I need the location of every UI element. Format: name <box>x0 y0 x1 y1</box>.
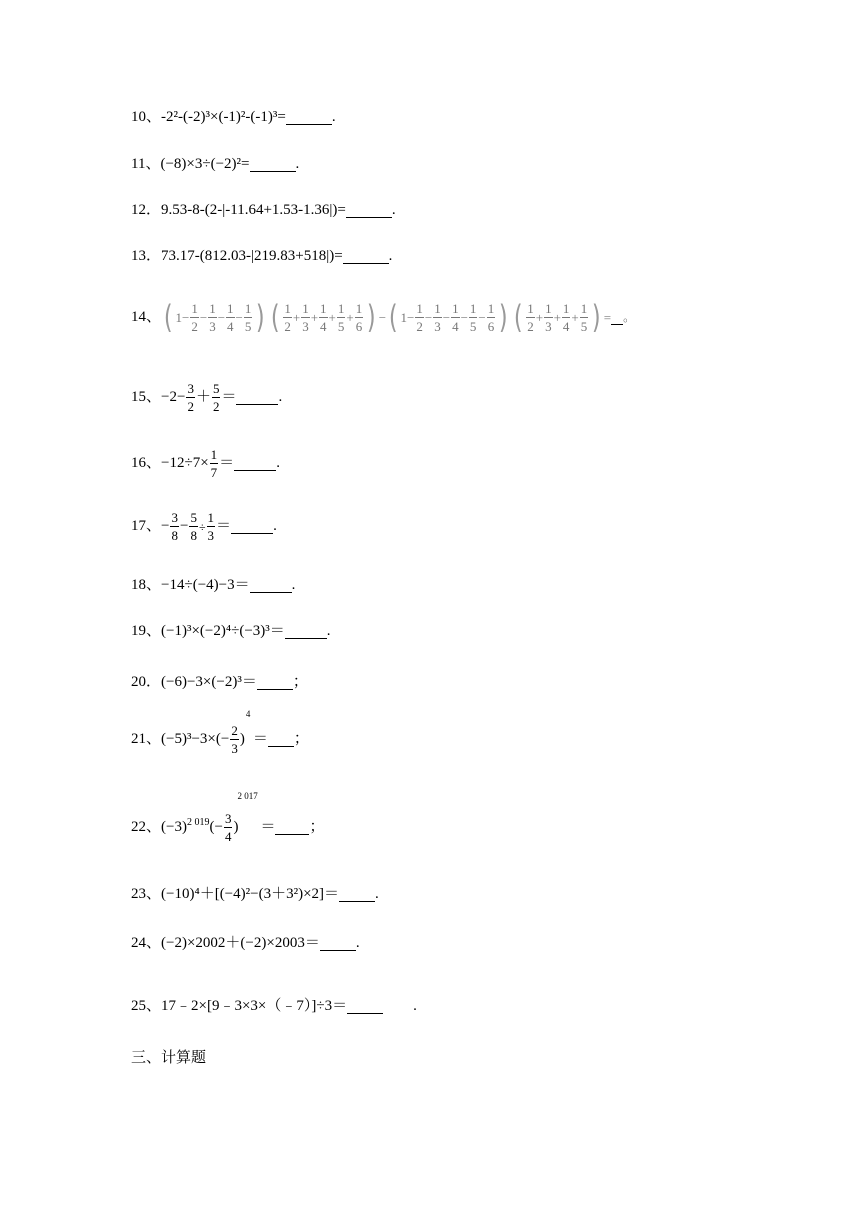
plus-sign: + <box>328 309 336 325</box>
power-group <box>239 709 251 747</box>
question-end: . <box>391 202 396 218</box>
number-one: 1 <box>175 309 182 325</box>
denominator: 3 <box>434 318 441 334</box>
question-10 <box>131 110 336 125</box>
fraction <box>580 302 589 333</box>
expr-part: (−3) <box>161 819 187 835</box>
denominator: 3 <box>545 318 552 334</box>
equals-sign: ＝ <box>219 455 235 471</box>
question-end: . <box>295 156 300 172</box>
numerator: 1 <box>209 300 216 316</box>
plus-sign: + <box>571 309 579 325</box>
answer-blank[interactable] <box>250 157 296 172</box>
denominator: 3 <box>207 528 215 543</box>
fraction <box>207 511 216 542</box>
exponent: 2 017 <box>237 791 258 801</box>
numerator: 1 <box>416 300 423 316</box>
question-expression: (−10)⁴＋[(−4)²−(3＋3²)×2]＝ <box>161 886 340 902</box>
question-number: 18、 <box>131 577 162 593</box>
exponent: 4 <box>245 709 251 719</box>
question-14 <box>131 298 636 336</box>
question-end: . <box>331 109 336 125</box>
question-expression: 73.17-(812.03-|219.83+518|)= <box>161 248 343 264</box>
numerator: 5 <box>190 510 197 525</box>
question-22 <box>131 791 325 844</box>
question-number: 14、 <box>131 308 162 325</box>
minus-sign: − <box>182 309 190 325</box>
fraction <box>189 511 198 542</box>
minus-sign: − <box>460 309 468 325</box>
answer-blank[interactable] <box>275 820 309 835</box>
denominator: 3 <box>209 318 216 334</box>
answer-blank[interactable] <box>257 675 293 690</box>
answer-blank[interactable] <box>285 624 327 639</box>
answer-blank[interactable] <box>347 999 383 1014</box>
question-expression-image <box>161 298 612 336</box>
answer-blank[interactable] <box>343 249 389 264</box>
minus-sign: − <box>199 309 208 325</box>
equals-sign: ＝ <box>216 518 232 534</box>
question-number: 15、 <box>131 389 162 405</box>
denominator: 4 <box>224 829 232 844</box>
equals-sign: ＝ <box>260 819 276 835</box>
minus-sign: − <box>407 309 415 325</box>
plus-sign: + <box>553 309 561 325</box>
fraction <box>230 724 239 755</box>
question-19 <box>131 624 331 639</box>
numerator: 3 <box>224 811 232 826</box>
right-paren: ) <box>239 731 245 747</box>
denominator: 4 <box>562 318 570 334</box>
fraction <box>355 302 364 333</box>
fraction <box>319 302 328 333</box>
denominator: 2 <box>527 318 534 334</box>
numerator: 1 <box>337 300 345 316</box>
numerator: 1 <box>244 300 252 316</box>
left-paren: ( <box>270 298 280 336</box>
numerator: 1 <box>434 300 441 316</box>
numerator: 1 <box>580 300 588 316</box>
numerator: 1 <box>527 300 534 316</box>
fraction <box>226 302 235 333</box>
equals-sign: = <box>603 309 612 325</box>
denominator: 7 <box>210 465 218 480</box>
denominator: 6 <box>487 318 495 334</box>
denominator: 4 <box>320 318 327 334</box>
fraction <box>469 302 478 333</box>
number-one: 1 <box>400 309 408 325</box>
denominator: 2 <box>212 399 220 414</box>
left-paren: ( <box>163 298 173 336</box>
question-20 <box>131 675 308 690</box>
power-group <box>233 791 258 835</box>
right-paren: ) <box>367 298 376 336</box>
fraction <box>415 302 424 333</box>
denominator: 4 <box>452 318 459 334</box>
question-expression: 9.53-8-(2-|-11.64+1.53-1.36|)= <box>161 202 346 218</box>
question-13 <box>131 249 392 264</box>
answer-blank[interactable] <box>236 390 278 405</box>
fraction <box>487 302 496 333</box>
numerator: 1 <box>191 300 198 316</box>
question-end: . <box>388 248 393 264</box>
question-21 <box>131 709 309 756</box>
question-23 <box>131 887 379 902</box>
fraction <box>301 302 310 333</box>
minus-sign: − <box>478 309 486 325</box>
question-15 <box>131 382 282 413</box>
answer-blank[interactable] <box>346 203 392 218</box>
question-11 <box>131 157 299 172</box>
fraction <box>526 302 535 333</box>
numerator: 3 <box>187 381 194 396</box>
minus-sign: − <box>442 309 451 325</box>
question-number: 22、 <box>131 819 162 835</box>
numerator: 1 <box>469 300 477 316</box>
question-end: ； <box>309 819 325 835</box>
question-number: 11、 <box>131 156 161 172</box>
question-end: . <box>276 455 280 471</box>
question-number: 20． <box>131 674 162 690</box>
fraction <box>224 812 233 843</box>
numerator: 1 <box>227 300 234 316</box>
numerator: 1 <box>487 300 495 316</box>
question-end: ； <box>293 731 309 747</box>
denominator: 8 <box>190 528 197 543</box>
question-number: 19、 <box>131 623 162 639</box>
minus-sign: − <box>424 309 433 325</box>
answer-blank[interactable] <box>234 456 276 471</box>
question-end: . <box>326 623 331 639</box>
numerator: 1 <box>452 300 459 316</box>
fraction <box>244 302 253 333</box>
question-end: . <box>291 577 296 593</box>
question-number: 23、 <box>131 886 162 902</box>
fraction <box>190 302 199 333</box>
question-expression: (−1)³×(−2)⁴÷(−3)³＝ <box>161 623 285 639</box>
exponent: 2 019 <box>186 816 210 828</box>
plus-sign: + <box>292 309 301 325</box>
section-title: 三、计算题 <box>131 1050 207 1066</box>
numerator: 1 <box>210 447 218 462</box>
right-paren: ) <box>499 298 508 336</box>
question-number: 21、 <box>131 731 162 747</box>
minus-sign: − <box>235 309 243 325</box>
question-expression: (−6)−3×(−2)³＝ <box>161 674 257 690</box>
denominator: 2 <box>284 318 291 334</box>
question-18 <box>131 578 295 593</box>
fraction <box>433 302 442 333</box>
numerator: 1 <box>284 300 291 316</box>
denominator: 8 <box>171 528 178 543</box>
numerator: 5 <box>212 381 220 396</box>
denominator: 5 <box>244 318 252 334</box>
minus-sign: − <box>161 518 170 534</box>
fraction <box>283 302 292 333</box>
denominator: 3 <box>302 318 309 334</box>
question-end: . <box>355 935 360 951</box>
expr-part: (− <box>209 819 223 835</box>
right-paren: ) <box>256 298 265 336</box>
minus-sign: − <box>378 309 387 325</box>
divide-sign: ÷ <box>198 519 206 534</box>
minus-sign: − <box>217 309 226 325</box>
question-end: . <box>278 389 283 405</box>
question-number: 12． <box>131 202 162 218</box>
question-17 <box>131 511 277 542</box>
answer-blank[interactable] <box>286 110 332 125</box>
denominator: 2 <box>187 399 194 414</box>
question-16 <box>131 448 280 479</box>
plus-sign: ＋ <box>195 389 211 405</box>
numerator: 3 <box>171 510 178 525</box>
question-expression: -2²-(-2)³×(-1)²-(-1)³= <box>161 109 286 125</box>
fraction <box>170 511 179 542</box>
expr-part: (−5)³−3×(− <box>161 731 230 747</box>
denominator: 3 <box>231 741 238 756</box>
fraction <box>210 448 219 479</box>
question-12 <box>131 203 396 218</box>
question-expression: (−8)×3÷(−2)²= <box>160 156 250 172</box>
equals-sign: ＝ <box>252 731 268 747</box>
numerator: 1 <box>207 510 215 525</box>
fraction <box>544 302 553 333</box>
left-paren: ( <box>388 298 398 336</box>
plus-sign: + <box>310 309 319 325</box>
right-paren: ) <box>233 819 239 835</box>
fraction <box>208 302 217 333</box>
question-expression: (−2)×2002＋(−2)×2003＝ <box>161 935 320 951</box>
expr-part: −12÷7× <box>161 455 209 471</box>
expr-part: −2− <box>161 389 186 405</box>
question-25 <box>131 999 417 1014</box>
equals-sign: ＝ <box>221 389 237 405</box>
question-end: 。 <box>623 310 636 324</box>
denominator: 2 <box>191 318 198 334</box>
question-number: 24、 <box>131 935 162 951</box>
numerator: 2 <box>231 723 238 738</box>
denominator: 5 <box>337 318 345 334</box>
question-number: 17、 <box>131 518 162 534</box>
fraction <box>186 382 195 413</box>
question-end: . <box>375 886 379 902</box>
question-end: ； <box>292 674 308 690</box>
denominator: 4 <box>227 318 234 334</box>
question-number: 13． <box>131 248 162 264</box>
denominator: 5 <box>580 318 588 334</box>
question-number: 16、 <box>131 455 162 471</box>
question-end: . <box>273 518 277 534</box>
fraction <box>212 382 221 413</box>
plus-sign: + <box>535 309 544 325</box>
question-expression: −14÷(−4)−3＝ <box>161 577 250 593</box>
denominator: 6 <box>355 318 363 334</box>
denominator: 5 <box>469 318 477 334</box>
minus-sign: − <box>179 518 189 534</box>
fraction <box>562 302 571 333</box>
answer-blank[interactable] <box>339 887 375 902</box>
fraction <box>337 302 346 333</box>
answer-blank[interactable] <box>611 310 623 325</box>
question-24 <box>131 936 360 951</box>
question-end: . <box>413 998 417 1014</box>
fraction <box>451 302 460 333</box>
question-number: 10、 <box>131 109 162 125</box>
answer-blank[interactable] <box>268 732 294 747</box>
answer-blank[interactable] <box>250 578 292 593</box>
question-expression: 17﹣2×[9﹣3×3×（﹣7）]÷3＝ <box>161 998 348 1014</box>
numerator: 1 <box>545 300 552 316</box>
answer-blank[interactable] <box>231 519 273 534</box>
left-paren: ( <box>513 298 523 336</box>
right-paren: ) <box>592 298 601 336</box>
numerator: 1 <box>562 300 570 316</box>
plus-sign: + <box>346 309 354 325</box>
question-number: 25、 <box>131 998 162 1014</box>
numerator: 1 <box>302 300 309 316</box>
denominator: 2 <box>416 318 423 334</box>
answer-blank[interactable] <box>320 936 356 951</box>
numerator: 1 <box>355 300 363 316</box>
numerator: 1 <box>320 300 327 316</box>
